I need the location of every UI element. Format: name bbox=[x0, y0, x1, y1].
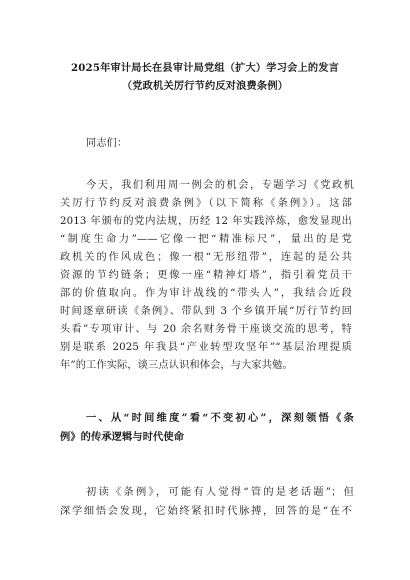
document-title-line-2: （党政机关厉行节约反对浪费条例） bbox=[121, 80, 289, 92]
paragraph-1-line-2: 关厉行节约反对浪费条例》（以下简称《条例》）。这部 bbox=[60, 198, 352, 209]
paragraph-1-line-9: 头看”专项审计、与 20 余名财务骨干座谈交流的思考，特 bbox=[60, 324, 352, 335]
paragraph-2-line-2: 深学细悟会发现，它始终紧扣时代脉搏，回答的是“在不 bbox=[60, 506, 352, 517]
paragraph-1-line-1: 今天，我们利用周一例会的机会，专题学习《党政机 bbox=[86, 180, 354, 191]
paragraph-2-line-1: 初读《条例》，可能有人觉得“管的是老话题”；但 bbox=[86, 487, 354, 498]
paragraph-1-line-7: 部的价值取向。作为审计战线的“带头人”，我结合近段 bbox=[60, 288, 352, 299]
paragraph-1-line-6: 资源的节约链条；更像一座“精神灯塔”，指引着党员干 bbox=[60, 270, 352, 281]
greeting: 同志们： bbox=[86, 138, 128, 149]
paragraph-1-line-11: 年”的工作实际，谈三点认识和体会，与大家共勉。 bbox=[60, 360, 293, 371]
section-1-heading-line-1: 一、从“时间维度”看“不变初心”，深刻领悟《条 bbox=[86, 412, 354, 424]
paragraph-1-line-8: 时间逐章研读《条例》、带队到 3 个乡镇开展“厉行节约回 bbox=[60, 306, 352, 317]
paragraph-1-line-10: 别是联系 2025 年我县“产业转型攻坚年”“基层治理提质 bbox=[60, 342, 352, 353]
section-1-heading-line-2: 例》的传承逻辑与时代使命 bbox=[60, 431, 185, 443]
paragraph-1-line-4: “制度生命力”——它像一把“精准标尺”，量出的是党 bbox=[60, 234, 352, 245]
paragraph-1-line-3: 2013 年颁布的党内法规，历经 12 年实践淬炼，愈发显现出 bbox=[60, 216, 352, 227]
paragraph-1-line-5: 政机关的作风成色；像一根“无形纽带”，连起的是公共 bbox=[60, 252, 352, 263]
document-title-line-1: 2025年审计局长在县审计局党组（扩大）学习会上的发言 bbox=[70, 62, 340, 74]
